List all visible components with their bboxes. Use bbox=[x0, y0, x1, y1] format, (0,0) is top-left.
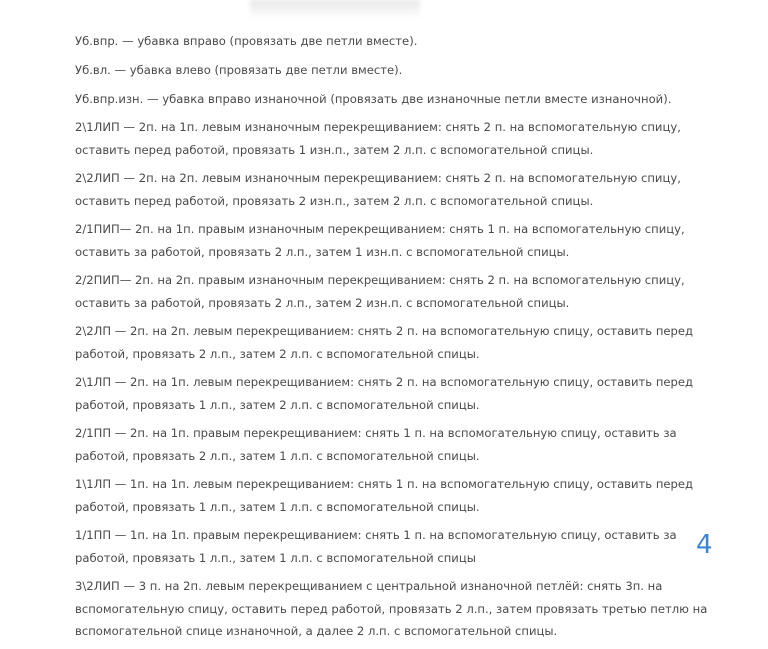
abbreviations-list bbox=[75, 30, 715, 649]
paragraph: 3\2ЛИП — 3 п. на 2п. левым перекрещиванием с центральной изнаночной петлёй: снять 3п. на вспомогательную спицу, оставить перед работой, провязать 2 л.п., затем провязать третью петлю на вспомогательной спице изнаночной, а далее 2 л.п. с вспомогательной спицы. bbox=[75, 579, 708, 638]
paragraph: Уб.впр. — убавка вправо (провязать две петли вместе). bbox=[75, 34, 418, 48]
paragraph: 1/1ПП — 1п. на 1п. правым перекрещиванием: снять 1 п. на вспомогательную спицу, оставить за работой, провязать 1 л.п., затем 1 л.п. с вспомогательной спицы bbox=[75, 528, 677, 565]
page-number: 4 bbox=[696, 530, 713, 560]
cropped-header-fragment bbox=[250, 0, 420, 18]
paragraph: Уб.впр.изн. — убавка вправо изнаночной (провязать две изнаночные петли вместе изнаночной). bbox=[75, 91, 672, 106]
paragraph: 2\2ЛП — 2п. на 2п. левым перекрещиванием: снять 2 п. на вспомогательную спицу, оставить перед работой, провязать 2 л.п., затем 2 л.п. с вспомогательной спицы. bbox=[75, 324, 694, 361]
paragraph: 2/1ПИП— 2п. на 1п. правым изнаночным перекрещиванием: снять 1 п. на вспомогательную спицу, оставить за работой, провязать 2 л.п., затем 1 изн.п. с вспомогательной спицы. bbox=[75, 222, 685, 259]
paragraph: 2\1ЛИП — 2п. на 1п. левым изнаночным перекрещиванием: снять 2 п. на вспомогательную спицу, оставить перед работой, провязать 1 изн.п., затем 2 л.п. с вспомогательной спицы. bbox=[75, 120, 681, 157]
paragraph: 2\1ЛП — 2п. на 1п. левым перекрещиванием: снять 2 п. на вспомогательную спицу, оставить перед работой, провязать 1 л.п., затем 2 л.п. с вспомогательной спицы. bbox=[75, 375, 694, 412]
paragraph: 2/2ПИП— 2п. на 2п. правым изнаночным перекрещиванием: снять 2 п. на вспомогательную спицу, оставить за работой, провязать 2 л.п., затем 2 изн.п. с вспомогательной спицы. bbox=[75, 273, 685, 310]
paragraph: 2\2ЛИП — 2п. на 2п. левым изнаночным перекрещиванием: снять 2 п. на вспомогательную спицу, оставить перед работой, провязать 2 изн.п., затем 2 л.п. с вспомогательной спицы. bbox=[75, 171, 681, 208]
paragraph: 1\1ЛП — 1п. на 1п. левым перекрещиванием: снять 1 п. на вспомогательную спицу, оставить перед работой, провязать 1 л.п., затем 1 л.п. с вспомогательной спицы. bbox=[75, 477, 694, 514]
paragraph: Уб.вл. — убавка влево (провязать две петли вместе). bbox=[75, 62, 403, 77]
paragraph: 2/1ПП — 2п. на 1п. правым перекрещиванием: снять 1 п. на вспомогательную спицу, оставить за работой, провязать 2 л.п., затем 1 л.п. с вспомогательной спицы. bbox=[75, 426, 677, 463]
